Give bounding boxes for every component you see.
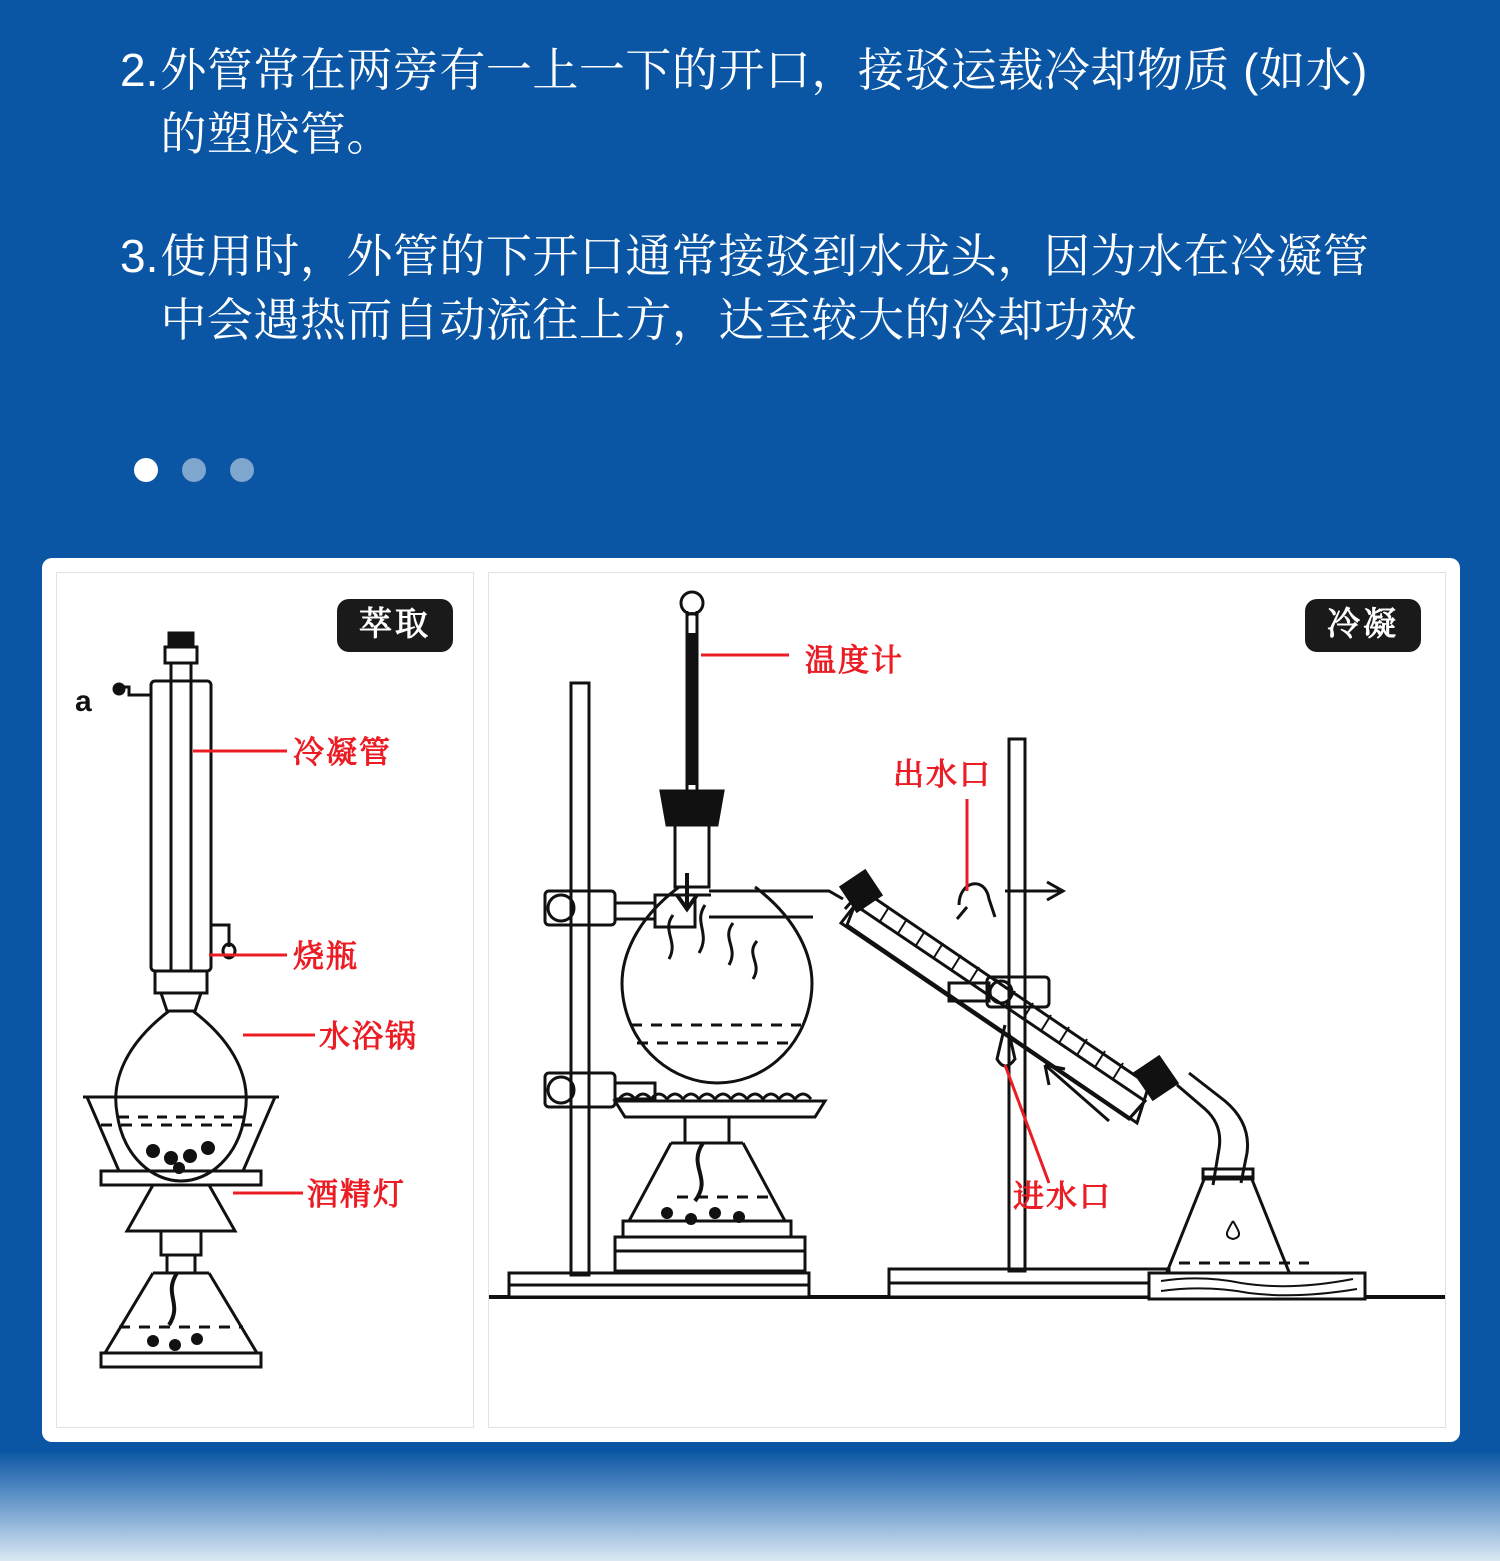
label-water-outlet: 出水口 [893, 757, 992, 792]
figure-card [42, 558, 1460, 1442]
extraction-tag: 萃取 [337, 599, 453, 652]
label-water-bath: 水浴锅 [319, 1019, 418, 1054]
text-block [120, 38, 1410, 410]
carousel-dots[interactable] [134, 458, 254, 482]
label-flask: 烧瓶 [293, 939, 359, 974]
carousel-dot-2[interactable] [182, 458, 206, 482]
paragraph-2-number: 2. [120, 44, 159, 96]
condensation-tag: 冷凝 [1305, 599, 1421, 652]
extraction-apparatus-drawing [57, 573, 474, 1427]
corner-label-a: a [75, 685, 92, 718]
extraction-panel [56, 572, 474, 1428]
label-water-inlet: 进水口 [1013, 1179, 1112, 1214]
condensation-panel [488, 572, 1446, 1428]
paragraph-2-text: 外管常在两旁有一上一下的开口，接驳运载冷却物质 (如水) 的塑胶管。 [160, 44, 1368, 160]
paragraph-3-number: 3. [120, 230, 159, 282]
label-alcohol-lamp: 酒精灯 [307, 1177, 406, 1212]
bottom-gradient [0, 1451, 1500, 1561]
label-condenser-tube: 冷凝管 [293, 735, 392, 770]
distillation-apparatus-drawing [489, 573, 1445, 1427]
paragraph-3 [120, 224, 1410, 352]
carousel-dot-1[interactable] [134, 458, 158, 482]
paragraph-3-text: 使用时，外管的下开口通常接驳到水龙头，因为水在冷凝管中会遇热而自动流往上方，达至较大的冷却功效 [160, 230, 1370, 346]
label-thermometer: 温度计 [805, 643, 904, 678]
paragraph-2 [120, 38, 1410, 166]
carousel-dot-3[interactable] [230, 458, 254, 482]
